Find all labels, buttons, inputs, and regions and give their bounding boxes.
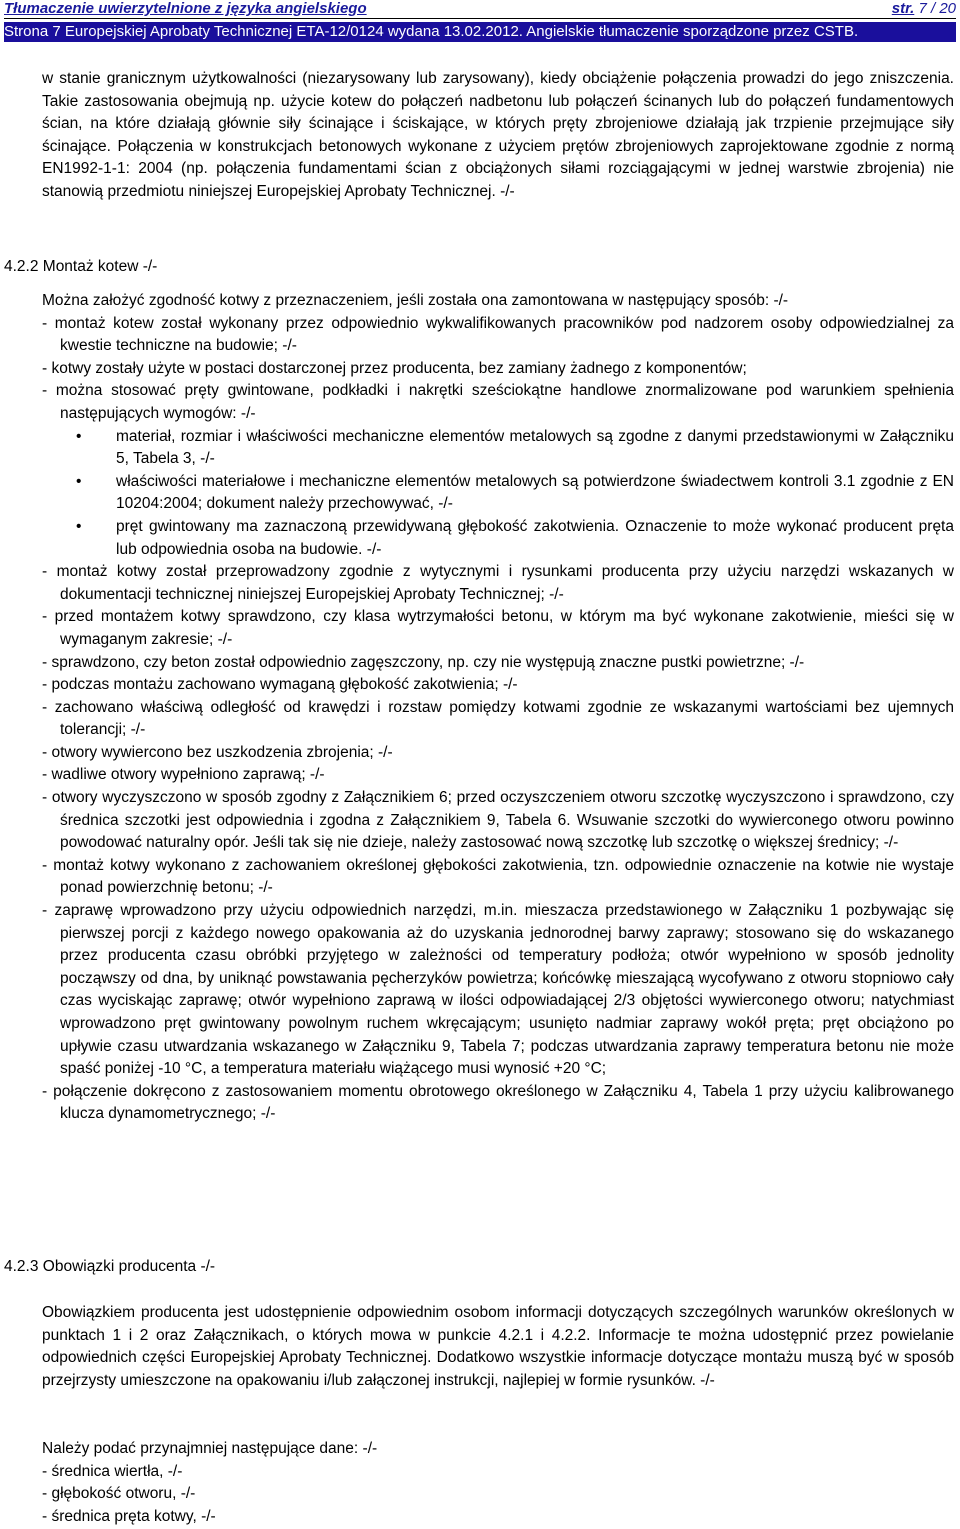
bullet-icon: • xyxy=(76,472,82,490)
list-item: - przed montażem kotwy sprawdzono, czy klasa wytrzymałości betonu, w którym ma być wykonane zakotwienie, mieści się w wymaganym zakresie; -/- xyxy=(42,608,954,648)
translation-title: Tłumaczenie uwierzytelnione z języka angielskiego xyxy=(4,0,367,17)
section-422-body xyxy=(42,290,954,1126)
list-item: - zaprawę wprowadzono przy użyciu odpowiednich narzędzi, m.in. mieszacza przedstawionego w Załączniku 1 pozbywając się pierwszej porcji z każdego nowego opakowania aż do uzyskania jednorodnej barwy zaprawy; stosowano się do wskazanego przez producenta czasu obróbki przyjętego w zależności od temperatury podłoża; otwór wypełniono w sposób jednolity począwszy od dna, by uniknąć powstawania pęcherzyków powietrza; końcówkę mieszającą wycofywano z otworu stopniowo cały czas wyciskając zaprawę; otwór wypełniono zaprawą w ilości odpowiadającej 2/3 objętości wywierconego otworu; natychmiast wprowadzono pręt gwintowany powolnym ruchem wkręcającym; usunięto nadmiar zaprawy wokół pręta; pręt obciążono po upływie czasu utwardzania wskazanego w Załączniku 9, Tabela 7; podczas utwardzania zaprawy temperatura betonu nie może spaść poniżej -10 °C, a temperatura materiału wiążącego musi wynosić +20 °C; xyxy=(42,902,954,1078)
required-data-intro: Należy podać przynajmniej następujące dane: -/- xyxy=(42,1440,378,1457)
intro-paragraph: w stanie granicznym użytkowalności (niezarysowany lub zarysowany), kiedy obciążenie połączenia prowadzi do jego zniszczenia. Takie zastosowania obejmują np. użycie kotew do połączeń nadbetonu lub połączeń ścinanych lub do połączeń fundamentowych ścian, na które działają głównie siły ścinające i ściskające, w których pręty zbrojeniowe działają jak trzpienie przejmujące siły ścinające. Połączenia w konstrukcjach betonowych wykonane z użyciem prętów zbrojeniowych zaprojektowane zgodnie z normą EN1992-1-1: 2004 (np. połączenia fundamentami ścian z obciążonych siłami rozciągającymi w jednej warstwie zbrojenia) nie stanowią przedmiotu niniejszej Europejskiej Aprobaty Technicznej. -/- xyxy=(42,70,954,200)
page-number: 7 / 20 xyxy=(918,0,956,17)
list-item: - zachowano właściwą odległość od krawędzi i rozstaw pomiędzy kotwami zgodnie ze wskazanymi wartościami bez ujemnych tolerancji; -/- xyxy=(42,698,954,739)
section-heading-423: 4.2.3 Obowiązki producenta -/- xyxy=(4,1258,216,1275)
page-label: str. xyxy=(891,0,915,17)
document-header xyxy=(4,0,956,19)
list-item: - otwory wyczyszczono w sposób zgodny z Załącznikiem 6; przed oczyszczeniem otworu szczotkę wyczyszczono i sprawdzono, czy średnica szczotki jest odpowiednia i zgodna z Załącznikiem 9, Tabela 6. Wsuwanie szczotki do wywierconego otworu powinno powodować naturalny opór. Jeśli tak się nie dzieje, należy zastosować nową szczotkę lub szczotkę o większej średnicy; -/- xyxy=(42,789,954,852)
requirements-bullet-list xyxy=(42,426,954,562)
list-item: - montaż kotwy został przeprowadzony zgodnie z wytycznymi i rysunkami producenta przy użyciu narzędzi wskazanych w dokumentacji technicznej niniejszej Europejskiej Aprobaty Technicznej; -/- xyxy=(42,563,954,603)
header-subline: Strona 7 Europejskiej Aprobaty Technicznej ETA-12/0124 wydana 13.02.2012. Angielskie tłumaczenie sporządzone przez CSTB. xyxy=(4,22,956,42)
list-item: - otwory wywiercono bez uszkodzenia zbrojenia; -/- xyxy=(42,743,393,761)
bullet-text: materiał, rozmiar i właściwości mechaniczne elementów metalowych są zgodne z danymi przedstawionymi w Załączniku 5, Tabela 3, -/- xyxy=(116,427,954,468)
section-heading-422: 4.2.2 Montaż kotew -/- xyxy=(4,258,158,275)
bullet-icon: • xyxy=(76,427,82,445)
required-data-list xyxy=(42,1438,954,1528)
list-item: - połączenie dokręcono z zastosowaniem momentu obrotowego określonego w Załączniku 4, Tabela 1 przy użyciu kalibrowanego klucza dynamometrycznego; -/- xyxy=(42,1082,954,1123)
section-422-intro: Można założyć zgodność kotwy z przeznaczeniem, jeśli została ona zamontowana w następujący sposób: -/- xyxy=(42,292,789,309)
list-item: - podczas montażu zachowano wymaganą głębokość zakotwienia; -/- xyxy=(42,676,518,694)
list-item: - średnica wiertła, -/- xyxy=(42,1462,183,1480)
list-item: - kotwy zostały użyte w postaci dostarczonej przez producenta, bez zamiany żadnego z komponentów; xyxy=(42,359,747,377)
bullet-text: właściwości materiałowe i mechaniczne elementów metalowych są potwierdzone świadectwem kontroli 3.1 zgodnie z EN 10204:2004; dokument należy przechowywać, -/- xyxy=(116,472,954,513)
list-item: - można stosować pręty gwintowane, podkładki i nakrętki sześciokątne handlowe znormalizowane pod warunkiem spełnienia następujących wymogów: -/- xyxy=(42,382,954,422)
list-item: - średnica pręta kotwy, -/- xyxy=(42,1507,216,1525)
bullet-item xyxy=(42,471,954,516)
manufacturer-duties-paragraph: Obowiązkiem producenta jest udostępnienie odpowiednim osobom informacji dotyczących szczególnych warunków określonych w punktach 1 i 2 oraz Załącznikach, o których mowa w punkcie 4.2.1 i 4.2.2. Informacje te można udostępnić przez powielanie odpowiednich części Europejskiej Aprobaty Technicznej. Dodatkowo wszystkie informacje dotyczące montażu muszą być w sposób przejrzysty umieszczone na opakowaniu i/lub załączonej instrukcji, najlepiej w formie rysunków. -/- xyxy=(42,1304,954,1389)
bullet-text: pręt gwintowany ma zaznaczoną przewidywaną głębokość zakotwienia. Oznaczenie to może wykonać producent pręta lub odpowiednia osoba na budowie. -/- xyxy=(116,517,954,558)
bullet-item xyxy=(42,516,954,561)
page-indicator xyxy=(892,0,956,17)
list-item: - wadliwe otwory wypełniono zaprawą; -/- xyxy=(42,766,325,784)
list-item: - sprawdzono, czy beton został odpowiednio zagęszczony, np. czy nie występują znaczne pustki powietrzne; -/- xyxy=(42,653,805,671)
list-item: - montaż kotew został wykonany przez odpowiednio wykwalifikowanych pracowników pod nadzorem osoby odpowiedzialnej za kwestie techniczne na budowie; -/- xyxy=(42,314,954,355)
bullet-icon: • xyxy=(76,517,82,535)
bullet-item xyxy=(42,426,954,471)
list-item: - montaż kotwy wykonano z zachowaniem określonej głębokości zakotwienia, tzn. odpowiednie oznaczenie na kotwie nie wystaje ponad powierzchnię betonu; -/- xyxy=(42,856,954,897)
list-item: - głębokość otworu, -/- xyxy=(42,1485,196,1503)
